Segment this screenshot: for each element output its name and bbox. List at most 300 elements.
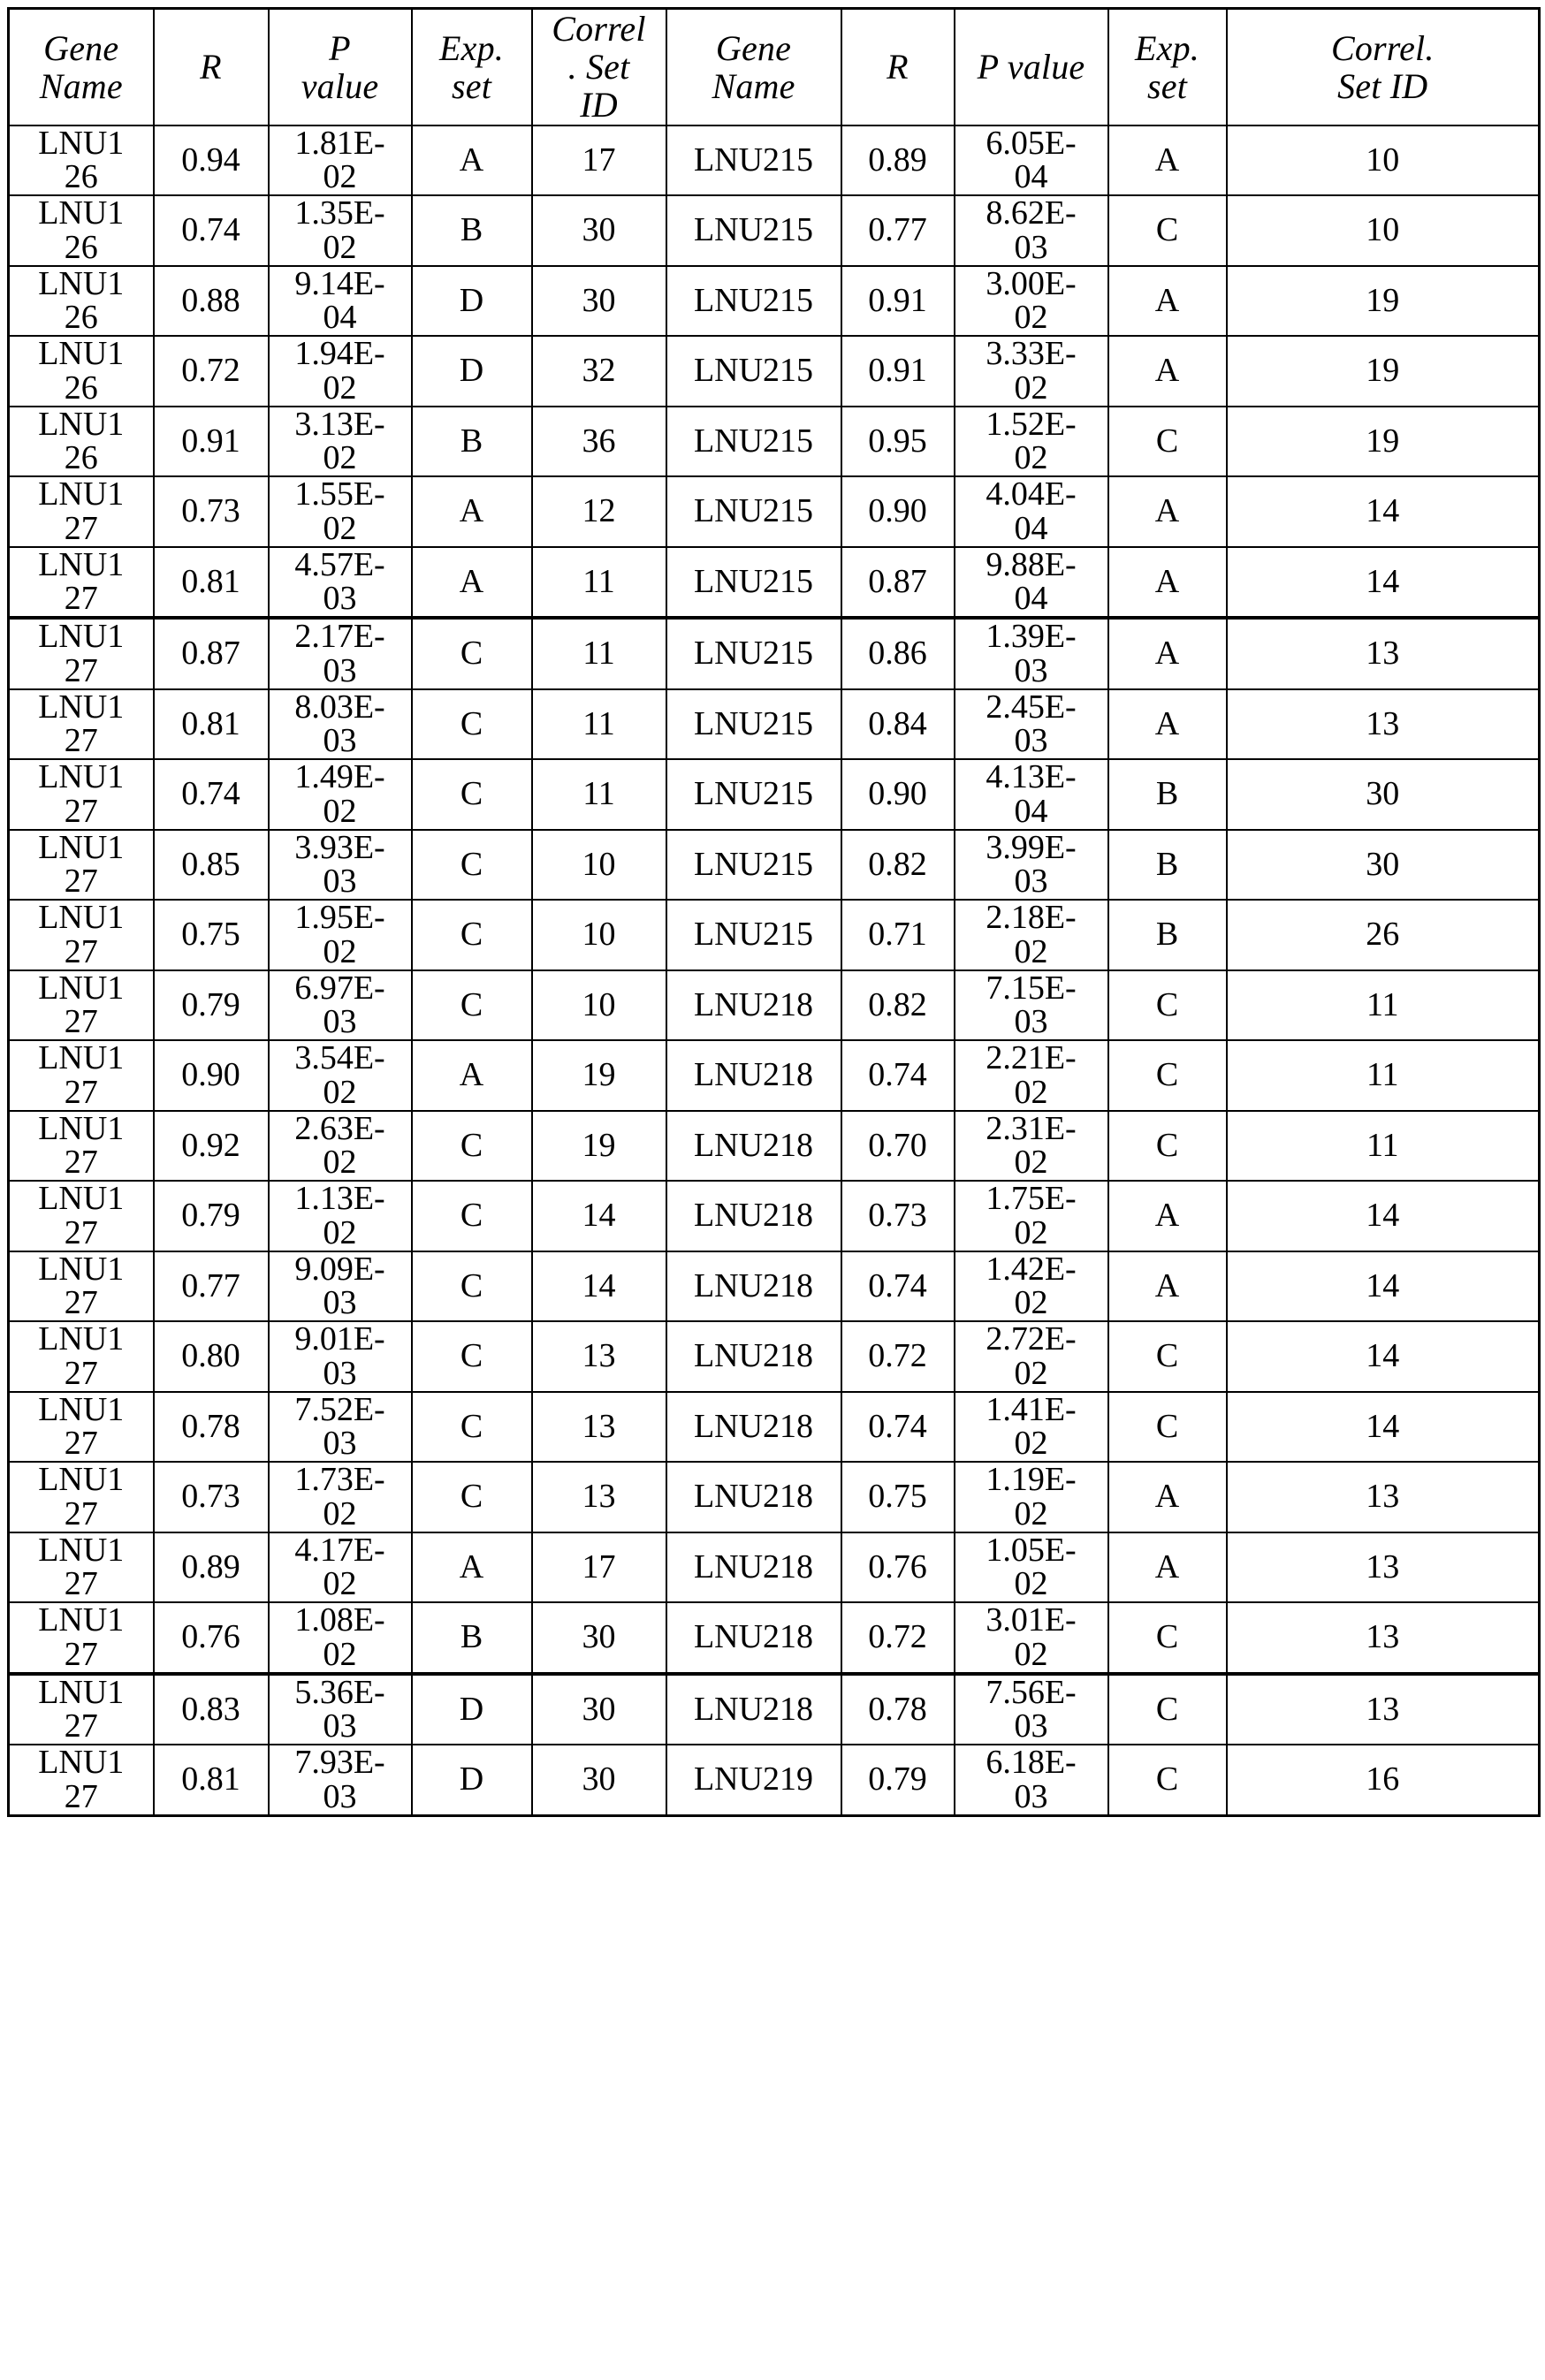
r-value-text: 0.79 [181,1197,240,1235]
cell-gene-name-left [9,407,154,477]
cell-p-value-left [269,689,412,760]
correl-set-id-text: 16 [1366,1760,1400,1798]
cell-r-value-right [841,195,955,266]
gene-correlation-table [7,7,1541,1817]
table-row [9,407,1540,477]
gene-name-text: LNU215 [693,635,814,673]
correl-set-id-text: 11 [582,775,615,813]
exp-set-text: A [459,492,484,530]
gene-name-text: LNU1 26 [38,264,125,337]
cell-r-value-right [841,618,955,689]
r-value-text: 0.81 [181,562,240,600]
table-row [9,125,1540,196]
p-value-text: 7.15E- 03 [986,969,1077,1041]
cell-r-value-right [841,476,955,547]
cell-r-value-left [154,759,269,830]
cell-r-value-left [154,1040,269,1111]
r-value-text: 0.81 [181,704,240,742]
cell-p-value-right [955,900,1108,970]
p-value-text: 2.31E- 02 [986,1109,1077,1182]
cell-exp-set-right [1108,1602,1227,1674]
cell-correl-set-id-right [1227,195,1540,266]
exp-set-text: C [460,635,483,673]
cell-p-value-left [269,336,412,407]
header-row [9,9,1540,125]
cell-p-value-left [269,407,412,477]
cell-correl-set-id-right [1227,266,1540,337]
r-value-text: 0.72 [868,1337,927,1375]
exp-set-text: B [1155,916,1179,954]
cell-exp-set-left [412,1392,532,1463]
p-value-text: 2.63E- 02 [294,1109,385,1182]
table-header [9,9,1540,125]
r-value-text: 0.74 [868,1266,927,1304]
gene-name-text: LNU218 [693,1547,814,1585]
cell-p-value-left [269,1602,412,1674]
exp-set-text: C [460,1407,483,1445]
cell-p-value-left [269,547,412,619]
cell-gene-name-left [9,476,154,547]
r-value-text: 0.73 [868,1197,927,1235]
cell-exp-set-right [1108,1532,1227,1603]
cell-r-value-right [841,1532,955,1603]
cell-gene-name-right [666,266,841,337]
r-value-text: 0.86 [868,635,927,673]
r-value-text: 0.87 [868,562,927,600]
gene-name-text: LNU1 27 [38,1320,125,1392]
cell-gene-name-right [666,336,841,407]
p-value-text: 3.93E- 03 [294,828,385,901]
table-row [9,830,1540,901]
cell-correl-set-id-left [532,1674,666,1745]
header-p-value-left: P value [269,9,412,125]
correl-set-id-text: 11 [1366,1126,1399,1164]
cell-p-value-left [269,970,412,1041]
r-value-text: 0.95 [868,422,927,460]
cell-correl-set-id-left [532,970,666,1041]
cell-p-value-left [269,1251,412,1322]
exp-set-text: A [1154,1478,1180,1516]
cell-p-value-right [955,1392,1108,1463]
cell-p-value-right [955,1532,1108,1603]
cell-correl-set-id-left [532,476,666,547]
gene-name-text: LNU215 [693,562,814,600]
correl-set-id-text: 14 [582,1266,616,1304]
cell-exp-set-right [1108,689,1227,760]
exp-set-text: C [460,1266,483,1304]
p-value-text: 3.01E- 02 [986,1601,1077,1673]
cell-r-value-left [154,689,269,760]
cell-correl-set-id-right [1227,1532,1540,1603]
table-row [9,266,1540,337]
correl-set-id-text: 14 [1366,562,1400,600]
gene-name-text: LNU218 [693,1407,814,1445]
gene-name-text: LNU1 27 [38,475,125,547]
exp-set-text: C [1155,1407,1179,1445]
cell-r-value-left [154,1111,269,1182]
cell-gene-name-left [9,900,154,970]
cell-exp-set-left [412,1040,532,1111]
cell-correl-set-id-right [1227,1321,1540,1392]
cell-gene-name-left [9,1251,154,1322]
cell-p-value-right [955,830,1108,901]
cell-r-value-right [841,125,955,196]
p-value-text: 6.97E- 03 [294,969,385,1041]
header-r-left: R [154,9,269,125]
p-value-text: 9.09E- 03 [294,1250,385,1322]
exp-set-text: C [460,1126,483,1164]
gene-name-text: LNU215 [693,281,814,319]
p-value-text: 2.21E- 02 [986,1039,1077,1111]
p-value-text: 7.52E- 03 [294,1390,385,1463]
cell-correl-set-id-left [532,1251,666,1322]
p-value-text: 3.33E- 02 [986,335,1077,407]
correl-set-id-text: 17 [582,1547,616,1585]
cell-p-value-left [269,1674,412,1745]
p-value-text: 9.88E- 04 [986,545,1077,618]
cell-p-value-right [955,1674,1108,1745]
correl-set-id-text: 14 [1366,1266,1400,1304]
cell-gene-name-left [9,125,154,196]
cell-p-value-right [955,125,1108,196]
gene-name-text: LNU215 [693,845,814,883]
exp-set-text: C [460,704,483,742]
table-row [9,1602,1540,1674]
gene-name-text: LNU1 27 [38,969,125,1041]
table-row [9,1462,1540,1532]
cell-r-value-right [841,1040,955,1111]
p-value-text: 4.04E- 04 [986,475,1077,547]
gene-name-text: LNU1 27 [38,1531,125,1603]
p-value-text: 4.57E- 03 [294,545,385,618]
exp-set-text: C [1155,1126,1179,1164]
gene-name-text: LNU1 27 [38,618,125,689]
cell-correl-set-id-right [1227,1745,1540,1815]
cell-p-value-left [269,1532,412,1603]
cell-p-value-right [955,476,1108,547]
correl-set-id-text: 11 [582,635,615,673]
p-value-text: 1.19E- 02 [986,1461,1077,1532]
cell-correl-set-id-right [1227,689,1540,760]
cell-p-value-right [955,618,1108,689]
gene-name-text: LNU218 [693,1618,814,1656]
correl-set-id-text: 30 [1366,845,1400,883]
cell-exp-set-right [1108,1181,1227,1251]
cell-r-value-right [841,1111,955,1182]
r-value-text: 0.82 [868,845,927,883]
cell-p-value-right [955,1040,1108,1111]
p-value-text: 9.14E- 04 [294,264,385,337]
cell-gene-name-left [9,266,154,337]
r-value-text: 0.79 [868,1760,927,1798]
exp-set-text: D [459,352,484,390]
cell-correl-set-id-left [532,125,666,196]
cell-gene-name-right [666,1674,841,1745]
cell-exp-set-left [412,1602,532,1674]
cell-p-value-right [955,407,1108,477]
correl-set-id-text: 19 [1366,352,1400,390]
cell-r-value-left [154,1392,269,1463]
exp-set-text: D [459,1760,484,1798]
exp-set-text: A [1154,1547,1180,1585]
r-value-text: 0.75 [181,916,240,954]
cell-correl-set-id-right [1227,1251,1540,1322]
cell-p-value-right [955,266,1108,337]
table-row [9,1321,1540,1392]
exp-set-text: C [1155,1337,1179,1375]
table-row [9,1111,1540,1182]
exp-set-text: C [1155,211,1179,249]
gene-name-text: LNU1 27 [38,688,125,760]
p-value-text: 1.35E- 02 [294,194,385,266]
r-value-text: 0.78 [868,1690,927,1728]
cell-exp-set-right [1108,195,1227,266]
cell-p-value-left [269,618,412,689]
r-value-text: 0.91 [868,352,927,390]
cell-exp-set-left [412,759,532,830]
cell-r-value-left [154,1745,269,1815]
p-value-text: 6.18E- 03 [986,1744,1077,1815]
cell-exp-set-left [412,1532,532,1603]
r-value-text: 0.87 [181,635,240,673]
r-value-text: 0.76 [868,1547,927,1585]
exp-set-text: A [1154,704,1180,742]
correl-set-id-text: 14 [1366,1407,1400,1445]
r-value-text: 0.73 [181,1478,240,1516]
table-row [9,1392,1540,1463]
cell-r-value-left [154,547,269,619]
gene-name-text: LNU218 [693,1690,814,1728]
p-value-text: 7.56E- 03 [986,1673,1077,1745]
cell-correl-set-id-right [1227,618,1540,689]
cell-r-value-right [841,1674,955,1745]
r-value-text: 0.91 [181,422,240,460]
cell-r-value-right [841,1602,955,1674]
cell-exp-set-right [1108,266,1227,337]
cell-gene-name-right [666,1602,841,1674]
exp-set-text: A [1154,492,1180,530]
cell-gene-name-left [9,1532,154,1603]
cell-gene-name-left [9,618,154,689]
cell-gene-name-right [666,830,841,901]
r-value-text: 0.81 [181,1760,240,1798]
r-value-text: 0.89 [181,1547,240,1585]
correl-set-id-text: 10 [582,916,616,954]
exp-set-text: C [1155,1056,1179,1094]
correl-set-id-text: 19 [1366,422,1400,460]
exp-set-text: A [1154,1197,1180,1235]
cell-exp-set-right [1108,1040,1227,1111]
cell-exp-set-right [1108,1321,1227,1392]
exp-set-text: A [1154,141,1180,179]
cell-r-value-left [154,1181,269,1251]
cell-r-value-left [154,1462,269,1532]
cell-p-value-right [955,1321,1108,1392]
cell-exp-set-left [412,1321,532,1392]
cell-exp-set-left [412,1462,532,1532]
cell-gene-name-left [9,336,154,407]
gene-name-text: LNU219 [693,1760,814,1798]
correl-set-id-text: 13 [1366,1690,1400,1728]
table-row [9,759,1540,830]
exp-set-text: A [1154,281,1180,319]
gene-name-text: LNU218 [693,1266,814,1304]
cell-gene-name-left [9,759,154,830]
correl-set-id-text: 11 [582,562,615,600]
p-value-text: 3.00E- 02 [986,264,1077,337]
exp-set-text: C [460,775,483,813]
cell-correl-set-id-right [1227,547,1540,619]
r-value-text: 0.79 [181,985,240,1023]
exp-set-text: C [1155,422,1179,460]
cell-p-value-right [955,336,1108,407]
cell-gene-name-right [666,759,841,830]
exp-set-text: C [1155,1618,1179,1656]
r-value-text: 0.77 [181,1266,240,1304]
cell-correl-set-id-left [532,830,666,901]
r-value-text: 0.77 [868,211,927,249]
r-value-text: 0.92 [181,1126,240,1164]
p-value-text: 4.17E- 02 [294,1531,385,1603]
cell-p-value-left [269,1392,412,1463]
cell-correl-set-id-left [532,336,666,407]
table-row [9,195,1540,266]
correl-set-id-text: 14 [582,1197,616,1235]
header-exp-set-right: Exp. set [1108,9,1227,125]
cell-gene-name-left [9,1111,154,1182]
cell-exp-set-left [412,195,532,266]
p-value-text: 2.72E- 02 [986,1320,1077,1392]
cell-exp-set-left [412,970,532,1041]
p-value-text: 1.81E- 02 [294,124,385,196]
cell-exp-set-right [1108,1251,1227,1322]
cell-exp-set-left [412,336,532,407]
cell-p-value-right [955,1251,1108,1322]
cell-gene-name-right [666,1181,841,1251]
cell-gene-name-left [9,1462,154,1532]
cell-gene-name-left [9,1602,154,1674]
gene-name-text: LNU1 26 [38,335,125,407]
cell-r-value-right [841,336,955,407]
cell-p-value-left [269,476,412,547]
r-value-text: 0.84 [868,704,927,742]
cell-gene-name-right [666,618,841,689]
p-value-text: 1.75E- 02 [986,1180,1077,1251]
table-row [9,476,1540,547]
gene-name-text: LNU1 27 [38,1673,125,1745]
correl-set-id-text: 19 [582,1056,616,1094]
p-value-text: 3.13E- 02 [294,405,385,477]
cell-gene-name-right [666,970,841,1041]
table-row [9,1745,1540,1815]
cell-gene-name-right [666,125,841,196]
r-value-text: 0.80 [181,1337,240,1375]
p-value-text: 3.99E- 03 [986,828,1077,901]
table-row [9,1674,1540,1745]
cell-correl-set-id-left [532,1462,666,1532]
gene-name-text: LNU218 [693,1197,814,1235]
header-gene-name-right: Gene Name [666,9,841,125]
cell-r-value-right [841,759,955,830]
gene-name-text: LNU1 27 [38,828,125,901]
cell-r-value-left [154,1674,269,1745]
gene-name-text: LNU1 27 [38,1180,125,1251]
cell-exp-set-left [412,830,532,901]
cell-correl-set-id-left [532,900,666,970]
cell-p-value-right [955,1181,1108,1251]
cell-gene-name-right [666,1745,841,1815]
exp-set-text: B [460,1618,483,1656]
exp-set-text: C [460,1337,483,1375]
correl-set-id-text: 30 [582,281,616,319]
correl-set-id-text: 10 [1366,141,1400,179]
table-row [9,1040,1540,1111]
cell-p-value-right [955,689,1108,760]
cell-p-value-right [955,1462,1108,1532]
table-row [9,970,1540,1041]
cell-r-value-right [841,1392,955,1463]
p-value-text: 7.93E- 03 [294,1744,385,1815]
p-value-text: 1.95E- 02 [294,899,385,970]
cell-exp-set-left [412,476,532,547]
cell-exp-set-right [1108,125,1227,196]
gene-name-text: LNU215 [693,704,814,742]
cell-p-value-right [955,970,1108,1041]
cell-r-value-left [154,266,269,337]
p-value-text: 1.73E- 02 [294,1461,385,1532]
cell-gene-name-right [666,1040,841,1111]
cell-exp-set-left [412,1745,532,1815]
correl-set-id-text: 19 [1366,281,1400,319]
gene-name-text: LNU218 [693,1056,814,1094]
cell-p-value-left [269,1181,412,1251]
cell-correl-set-id-left [532,1745,666,1815]
cell-r-value-left [154,1321,269,1392]
header-correl-set-id-left: Correl . Set ID [532,9,666,125]
cell-p-value-left [269,830,412,901]
gene-name-text: LNU1 26 [38,194,125,266]
cell-gene-name-right [666,1111,841,1182]
cell-p-value-left [269,1462,412,1532]
cell-gene-name-right [666,407,841,477]
exp-set-text: A [1154,635,1180,673]
cell-r-value-right [841,970,955,1041]
table-row [9,547,1540,619]
cell-p-value-right [955,195,1108,266]
r-value-text: 0.76 [181,1618,240,1656]
correl-set-id-text: 10 [582,845,616,883]
table-row [9,900,1540,970]
header-correl-set-id-right: Correl. Set ID [1227,9,1540,125]
correl-set-id-text: 13 [1366,704,1400,742]
header-exp-set-left: Exp. set [412,9,532,125]
table-row [9,618,1540,689]
cell-gene-name-right [666,547,841,619]
exp-set-text: A [459,562,484,600]
cell-exp-set-left [412,689,532,760]
p-value-text: 1.52E- 02 [986,405,1077,477]
cell-correl-set-id-left [532,547,666,619]
cell-correl-set-id-left [532,195,666,266]
table-row [9,1532,1540,1603]
cell-exp-set-right [1108,830,1227,901]
cell-r-value-right [841,689,955,760]
cell-exp-set-right [1108,1674,1227,1745]
correl-set-id-text: 14 [1366,1197,1400,1235]
p-value-text: 2.17E- 03 [294,618,385,689]
cell-r-value-left [154,407,269,477]
cell-r-value-right [841,266,955,337]
